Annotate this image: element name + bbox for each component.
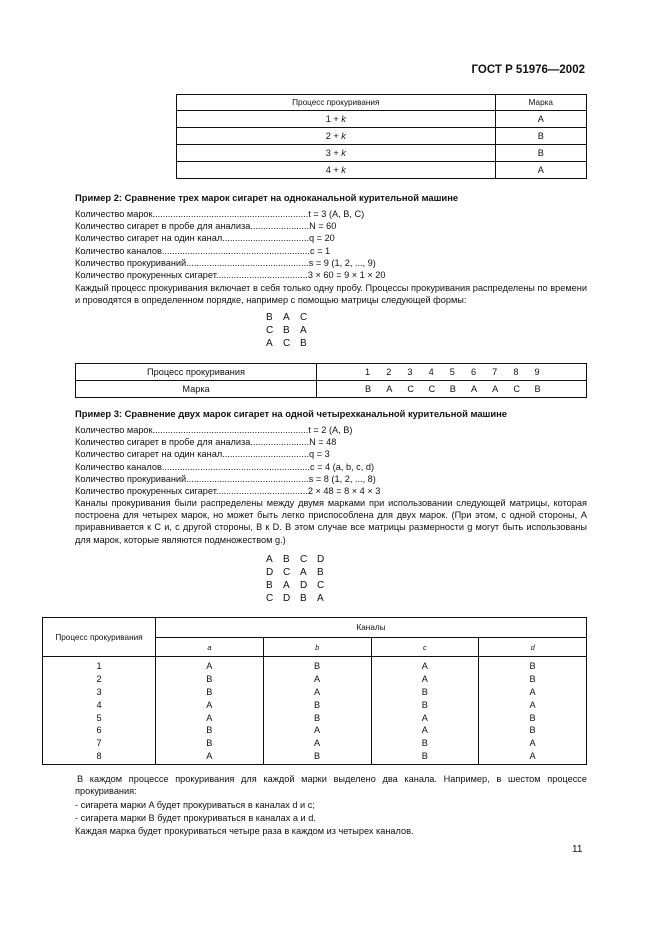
matrix-cell: A	[266, 554, 273, 565]
table-row	[43, 673, 587, 686]
brand-cell: B	[371, 698, 479, 711]
brand-cell: A	[263, 724, 371, 737]
brand-cell: A	[156, 698, 264, 711]
dot-leader: ....................................	[215, 269, 308, 280]
table-row	[43, 698, 587, 711]
process-number: 6	[470, 367, 477, 377]
dot-leader: ..................................	[222, 449, 309, 460]
example-3-title: Пример 3: Сравнение двух марок сигарет на одной четырехканальной курительной машине	[75, 408, 507, 419]
brand-cell: A	[263, 686, 371, 699]
definition-value: c = 4 (a, b, c, d)	[309, 461, 375, 472]
brand-cell: B	[263, 711, 371, 724]
dot-leader: .......................	[250, 221, 310, 232]
brand-sequence	[317, 381, 587, 398]
definition-value: q = 20	[308, 233, 335, 244]
definition-value: s = 9 (1, 2, ..., 9)	[308, 257, 376, 268]
row-label: Марка	[76, 381, 317, 398]
definition-row	[75, 473, 475, 485]
process-cell: 3 + k	[177, 145, 496, 162]
example-3-definitions	[75, 424, 475, 497]
table-row	[43, 711, 587, 724]
table-row	[76, 381, 587, 398]
matrix-cell: C	[300, 312, 308, 323]
brand-cell: A	[495, 111, 586, 128]
brand-cell: B	[156, 686, 264, 699]
dot-leader: ................................................	[186, 257, 309, 268]
matrix-cell: A	[300, 325, 307, 336]
table-row	[43, 657, 587, 673]
example-3-paragraph: Каналы прокуривания были распределены между двумя марками при использовании следующей матрицы, которая построена для четырех марок, но может быть легко приспособлена для двух марок. (При этом, с одной стороны, A приравнивается к C и, с другой стороны, B к D. В этом случае все матрицы размерности g могут быть использованы для марок, которые являются подмножеством g.)	[75, 498, 587, 545]
brand-cell: A	[479, 737, 587, 750]
process-cell: 3	[43, 686, 156, 699]
standard-number: ГОСТ Р 51976—2002	[471, 64, 585, 76]
dot-leader: ....................................	[215, 485, 308, 496]
definition-row	[75, 245, 475, 257]
dot-leader: ..........................................................	[161, 245, 310, 256]
dot-leader: ..........................................................	[161, 461, 310, 472]
example-2-title: Пример 2: Сравнение трех марок сигарет на одноканальной курительной машине	[75, 192, 459, 203]
table-row	[177, 128, 587, 145]
definition-value: c = 1	[309, 245, 331, 256]
brand-cell: B	[479, 657, 587, 673]
definition-value: N = 60	[309, 221, 337, 232]
brand-letter: C	[428, 384, 436, 394]
matrix-cell: B	[300, 338, 307, 349]
definition-value: 2 × 48 = 8 × 4 × 3	[307, 485, 381, 496]
brand-cell: B	[479, 724, 587, 737]
table-smoking-process-brand	[176, 94, 587, 179]
process-number: 3	[407, 367, 413, 377]
brand-cell: B	[371, 737, 479, 750]
channel-header-b: b	[263, 638, 371, 657]
matrix-cell: A	[283, 580, 290, 591]
dot-leader: .............................................................	[152, 425, 309, 435]
brand-cell: A	[495, 162, 586, 179]
definition-row	[75, 485, 475, 497]
matrix-row	[266, 592, 334, 605]
brand-letter: A	[470, 384, 478, 394]
brand-letter: A	[492, 384, 499, 394]
matrix-cell: C	[266, 593, 274, 604]
process-cell: 7	[43, 737, 156, 750]
brand-letter: B	[365, 384, 372, 394]
definition-row	[75, 220, 475, 232]
matrix-cell: B	[283, 325, 290, 336]
process-cell: 1 + k	[177, 111, 496, 128]
brand-cell: A	[371, 657, 479, 673]
brand-cell: B	[479, 673, 587, 686]
row-label: Процесс прокуривания	[76, 364, 317, 381]
definition-row	[75, 257, 475, 269]
process-number: 4	[428, 367, 434, 377]
channel-header-c: c	[371, 638, 479, 657]
process-number: 2	[386, 367, 392, 377]
brand-cell: A	[479, 698, 587, 711]
matrix-cell: C	[283, 338, 291, 349]
matrix-cell: D	[300, 580, 308, 591]
table-row	[177, 145, 587, 162]
definition-row	[75, 232, 475, 244]
definition-row	[75, 448, 475, 460]
definition-row	[75, 461, 475, 473]
process-cell: 4 + k	[177, 162, 496, 179]
table-row	[177, 111, 587, 128]
table-channels-allocation	[42, 617, 587, 765]
brand-letter: B	[534, 384, 541, 394]
definition-label: Количество марок	[75, 209, 153, 219]
definition-label: Количество прокуриваний	[75, 257, 187, 268]
process-cell: 8	[43, 750, 156, 765]
example-2-matrix	[266, 311, 317, 350]
table-row	[43, 724, 587, 737]
matrix-row	[266, 579, 334, 592]
brand-cell: A	[371, 673, 479, 686]
matrix-cell: D	[317, 554, 325, 565]
page-number: 11	[572, 844, 583, 855]
table-header-row	[177, 95, 587, 111]
brand-cell: B	[156, 737, 264, 750]
definition-label: Количество сигарет в пробе для анализа	[75, 221, 251, 232]
definition-label: Количество каналов	[75, 245, 162, 256]
definition-value: N = 48	[309, 437, 337, 448]
process-cell: 5	[43, 711, 156, 724]
definition-row	[75, 436, 475, 448]
brand-cell: A	[156, 657, 264, 673]
closing-bullets	[75, 799, 316, 825]
definition-value: 3 × 60 = 9 × 1 × 20	[307, 269, 386, 280]
brand-cell: A	[156, 750, 264, 765]
definition-value: t = 2 (A, B)	[308, 425, 353, 435]
brand-cell: B	[263, 750, 371, 765]
brand-letter: C	[407, 384, 415, 394]
definition-row	[75, 269, 475, 281]
dot-leader: .......................	[250, 437, 310, 448]
matrix-cell: B	[300, 593, 307, 604]
matrix-cell: C	[300, 554, 308, 565]
example-2-paragraph: Каждый процесс прокуривания включает в себя только одну пробу. Процессы прокуривания распределены по времени и проводятся в определенном порядке, например с помощью матрицы следующей формы:	[75, 283, 587, 306]
matrix-row	[266, 337, 317, 350]
process-cell: 4	[43, 698, 156, 711]
definition-label: Количество каналов	[75, 461, 162, 472]
definition-label: Количество прокуренных сигарет	[75, 269, 216, 280]
brand-cell: A	[156, 711, 264, 724]
matrix-cell: B	[266, 580, 273, 591]
process-cell: 2	[43, 673, 156, 686]
brand-cell: A	[479, 686, 587, 699]
process-number: 9	[534, 367, 540, 377]
definition-label: Количество сигарет на один канал	[75, 449, 223, 460]
definition-value: s = 8 (1, 2, ..., 8)	[308, 473, 376, 484]
matrix-cell: C	[266, 325, 274, 336]
column-header: Процесс прокуривания	[177, 95, 496, 111]
definition-label: Количество прокуриваний	[75, 473, 187, 484]
matrix-cell: A	[300, 567, 307, 578]
matrix-cell: A	[283, 312, 290, 323]
matrix-cell: B	[266, 312, 273, 323]
brand-letter: C	[513, 384, 520, 394]
table-row	[43, 686, 587, 699]
matrix-cell: A	[266, 338, 273, 349]
brand-cell: B	[156, 673, 264, 686]
example-3-matrix	[266, 553, 334, 605]
matrix-cell: B	[283, 554, 290, 565]
matrix-row	[266, 311, 317, 324]
matrix-cell: C	[317, 580, 325, 591]
brand-cell: A	[371, 724, 479, 737]
table-row	[43, 737, 587, 750]
brand-cell: B	[495, 128, 586, 145]
matrix-cell: D	[266, 567, 274, 578]
matrix-cell: C	[283, 567, 291, 578]
process-numbers	[317, 364, 587, 381]
brand-cell: B	[371, 686, 479, 699]
definition-row	[75, 424, 475, 436]
process-cell: 1	[43, 657, 156, 673]
table-process-brand-sequence	[75, 363, 587, 398]
dot-leader: ..................................	[222, 233, 309, 244]
process-number: 7	[492, 367, 498, 377]
matrix-row	[266, 566, 334, 579]
definition-label: Количество марок	[75, 425, 153, 435]
brand-cell: A	[479, 750, 587, 765]
table-row	[177, 162, 587, 179]
definition-value: t = 3 (A, B, C)	[308, 209, 365, 219]
process-cell: 6	[43, 724, 156, 737]
channel-header-d: d	[479, 638, 587, 657]
closing-final: Каждая марка будет прокуриваться четыре раза в каждом из четырех каналов.	[75, 826, 414, 836]
brand-cell: B	[479, 711, 587, 724]
closing-paragraph: В каждом процессе прокуривания для каждой марки выделено два канала. Например, в шестом процессе прокуривания:	[75, 774, 587, 797]
matrix-cell: A	[317, 593, 324, 604]
dot-leader: .............................................................	[152, 209, 309, 219]
process-header: Процесс прокуривания	[43, 618, 156, 657]
table-row	[76, 364, 587, 381]
dot-leader: ................................................	[186, 473, 309, 484]
process-number: 1	[365, 367, 371, 377]
brand-letter: A	[386, 384, 393, 394]
bullet-item: - сигарета марки A будет прокуриваться в каналах d и c;	[75, 800, 315, 810]
brand-letter: B	[449, 384, 456, 394]
matrix-row	[266, 324, 317, 337]
matrix-cell: D	[283, 593, 291, 604]
brand-cell: B	[156, 724, 264, 737]
channel-header-a: a	[156, 638, 264, 657]
channels-header: Каналы	[156, 618, 587, 638]
brand-cell: A	[263, 737, 371, 750]
column-header: Марка	[495, 95, 586, 111]
definition-row	[75, 208, 475, 220]
brand-cell: A	[263, 673, 371, 686]
brand-cell: B	[263, 657, 371, 673]
bullet-item: - сигарета марки B будет прокуриваться в каналах a и d.	[75, 813, 316, 823]
table-row	[43, 750, 587, 765]
example-2-definitions	[75, 208, 475, 281]
definition-label: Количество прокуренных сигарет	[75, 485, 216, 496]
process-number: 8	[513, 367, 519, 377]
definition-value: q = 3	[308, 449, 330, 460]
process-number: 5	[449, 367, 455, 377]
definition-label: Количество сигарет на один канал	[75, 233, 223, 244]
matrix-row	[266, 553, 334, 566]
matrix-cell: B	[317, 567, 324, 578]
brand-cell: A	[371, 711, 479, 724]
brand-cell: B	[495, 145, 586, 162]
process-cell: 2 + k	[177, 128, 496, 145]
brand-cell: B	[371, 750, 479, 765]
brand-cell: B	[263, 698, 371, 711]
definition-label: Количество сигарет в пробе для анализа	[75, 437, 251, 448]
